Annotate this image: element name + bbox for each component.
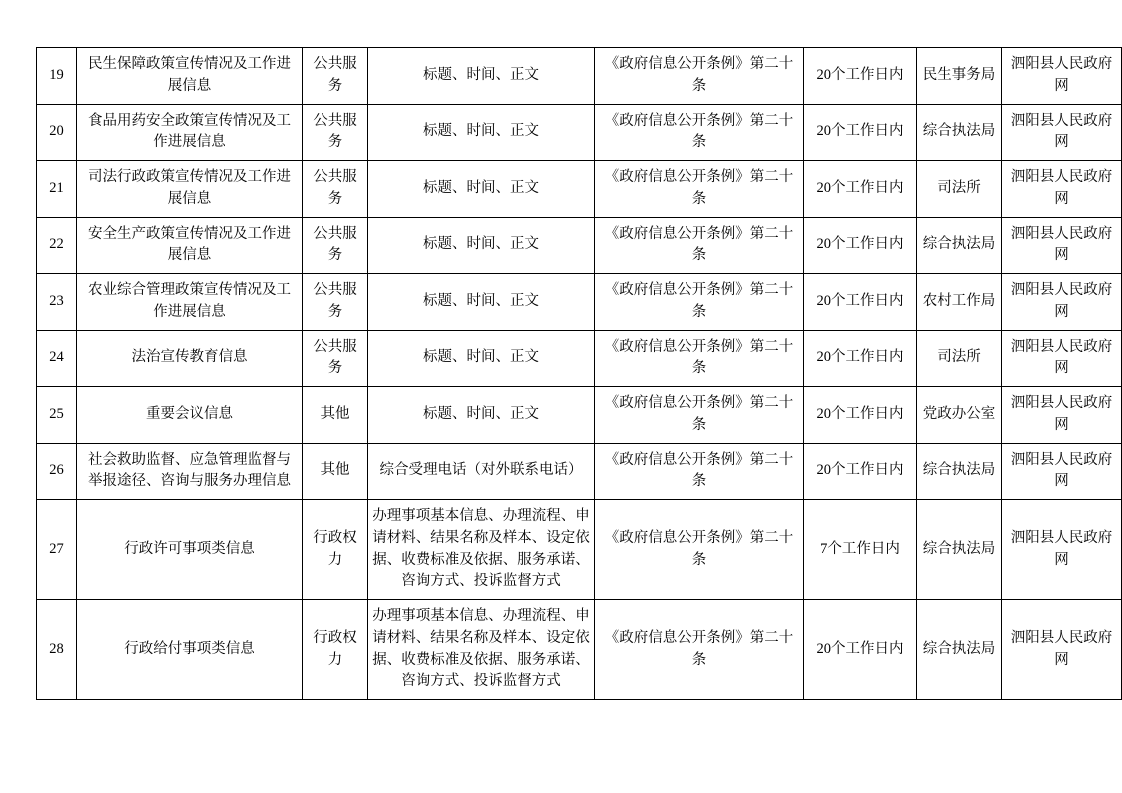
- table-row: [37, 387, 1122, 444]
- cell-channel: 泗阳县人民政府网: [1002, 387, 1122, 444]
- cell-time: 20个工作日内: [804, 104, 917, 161]
- cell-basis: 《政府信息公开条例》第二十条: [595, 330, 804, 387]
- cell-channel: 泗阳县人民政府网: [1002, 217, 1122, 274]
- cell-content: 标题、时间、正文: [368, 330, 595, 387]
- cell-content: 办理事项基本信息、办理流程、申请材料、结果名称及样本、设定依据、收费标准及依据、服务承诺、咨询方式、投诉监督方式: [368, 600, 595, 700]
- cell-time: 20个工作日内: [804, 217, 917, 274]
- cell-index: 21: [37, 161, 77, 218]
- cell-department: 民生事务局: [917, 48, 1002, 105]
- cell-time: 20个工作日内: [804, 600, 917, 700]
- cell-channel: 泗阳县人民政府网: [1002, 48, 1122, 105]
- cell-content: 标题、时间、正文: [368, 217, 595, 274]
- cell-basis: 《政府信息公开条例》第二十条: [595, 161, 804, 218]
- cell-time: 20个工作日内: [804, 387, 917, 444]
- table-row: [37, 48, 1122, 105]
- cell-index: 25: [37, 387, 77, 444]
- cell-department: 综合执法局: [917, 217, 1002, 274]
- table-row: [37, 330, 1122, 387]
- cell-category: 行政权力: [303, 500, 368, 600]
- cell-index: 27: [37, 500, 77, 600]
- cell-name: 行政许可事项类信息: [77, 500, 303, 600]
- cell-department: 综合执法局: [917, 104, 1002, 161]
- cell-basis: 《政府信息公开条例》第二十条: [595, 48, 804, 105]
- cell-channel: 泗阳县人民政府网: [1002, 330, 1122, 387]
- table-row: [37, 274, 1122, 331]
- cell-category: 公共服务: [303, 217, 368, 274]
- cell-department: 综合执法局: [917, 443, 1002, 500]
- cell-time: 20个工作日内: [804, 330, 917, 387]
- table-row: [37, 161, 1122, 218]
- cell-department: 司法所: [917, 161, 1002, 218]
- cell-name: 行政给付事项类信息: [77, 600, 303, 700]
- cell-time: 20个工作日内: [804, 161, 917, 218]
- cell-time: 20个工作日内: [804, 443, 917, 500]
- cell-name: 司法行政政策宣传情况及工作进展信息: [77, 161, 303, 218]
- table-container: [36, 47, 1113, 700]
- cell-index: 20: [37, 104, 77, 161]
- cell-basis: 《政府信息公开条例》第二十条: [595, 274, 804, 331]
- cell-name: 重要会议信息: [77, 387, 303, 444]
- cell-time: 20个工作日内: [804, 274, 917, 331]
- table-row: [37, 500, 1122, 600]
- cell-channel: 泗阳县人民政府网: [1002, 274, 1122, 331]
- cell-name: 安全生产政策宣传情况及工作进展信息: [77, 217, 303, 274]
- cell-channel: 泗阳县人民政府网: [1002, 161, 1122, 218]
- cell-department: 农村工作局: [917, 274, 1002, 331]
- table-row: [37, 217, 1122, 274]
- cell-basis: 《政府信息公开条例》第二十条: [595, 217, 804, 274]
- cell-department: 党政办公室: [917, 387, 1002, 444]
- cell-basis: 《政府信息公开条例》第二十条: [595, 500, 804, 600]
- cell-index: 24: [37, 330, 77, 387]
- cell-index: 28: [37, 600, 77, 700]
- cell-content: 办理事项基本信息、办理流程、申请材料、结果名称及样本、设定依据、收费标准及依据、服务承诺、咨询方式、投诉监督方式: [368, 500, 595, 600]
- cell-category: 公共服务: [303, 48, 368, 105]
- cell-name: 食品用药安全政策宣传情况及工作进展信息: [77, 104, 303, 161]
- cell-basis: 《政府信息公开条例》第二十条: [595, 104, 804, 161]
- cell-time: 7个工作日内: [804, 500, 917, 600]
- cell-category: 其他: [303, 443, 368, 500]
- cell-content: 标题、时间、正文: [368, 274, 595, 331]
- cell-channel: 泗阳县人民政府网: [1002, 500, 1122, 600]
- cell-name: 民生保障政策宣传情况及工作进展信息: [77, 48, 303, 105]
- cell-channel: 泗阳县人民政府网: [1002, 104, 1122, 161]
- cell-category: 公共服务: [303, 161, 368, 218]
- cell-category: 其他: [303, 387, 368, 444]
- cell-content: 综合受理电话（对外联系电话）: [368, 443, 595, 500]
- cell-department: 综合执法局: [917, 600, 1002, 700]
- table-row: [37, 443, 1122, 500]
- table-row: [37, 600, 1122, 700]
- cell-index: 22: [37, 217, 77, 274]
- cell-content: 标题、时间、正文: [368, 161, 595, 218]
- cell-name: 法治宣传教育信息: [77, 330, 303, 387]
- cell-index: 23: [37, 274, 77, 331]
- cell-basis: 《政府信息公开条例》第二十条: [595, 387, 804, 444]
- cell-basis: 《政府信息公开条例》第二十条: [595, 443, 804, 500]
- cell-index: 26: [37, 443, 77, 500]
- cell-department: 司法所: [917, 330, 1002, 387]
- cell-content: 标题、时间、正文: [368, 104, 595, 161]
- cell-category: 公共服务: [303, 274, 368, 331]
- cell-index: 19: [37, 48, 77, 105]
- table-body: [37, 48, 1122, 700]
- cell-content: 标题、时间、正文: [368, 48, 595, 105]
- cell-name: 社会救助监督、应急管理监督与举报途径、咨询与服务办理信息: [77, 443, 303, 500]
- cell-basis: 《政府信息公开条例》第二十条: [595, 600, 804, 700]
- cell-category: 公共服务: [303, 104, 368, 161]
- cell-name: 农业综合管理政策宣传情况及工作进展信息: [77, 274, 303, 331]
- cell-category: 行政权力: [303, 600, 368, 700]
- information-disclosure-table: [36, 47, 1122, 700]
- cell-category: 公共服务: [303, 330, 368, 387]
- cell-channel: 泗阳县人民政府网: [1002, 443, 1122, 500]
- cell-channel: 泗阳县人民政府网: [1002, 600, 1122, 700]
- table-row: [37, 104, 1122, 161]
- cell-time: 20个工作日内: [804, 48, 917, 105]
- cell-content: 标题、时间、正文: [368, 387, 595, 444]
- cell-department: 综合执法局: [917, 500, 1002, 600]
